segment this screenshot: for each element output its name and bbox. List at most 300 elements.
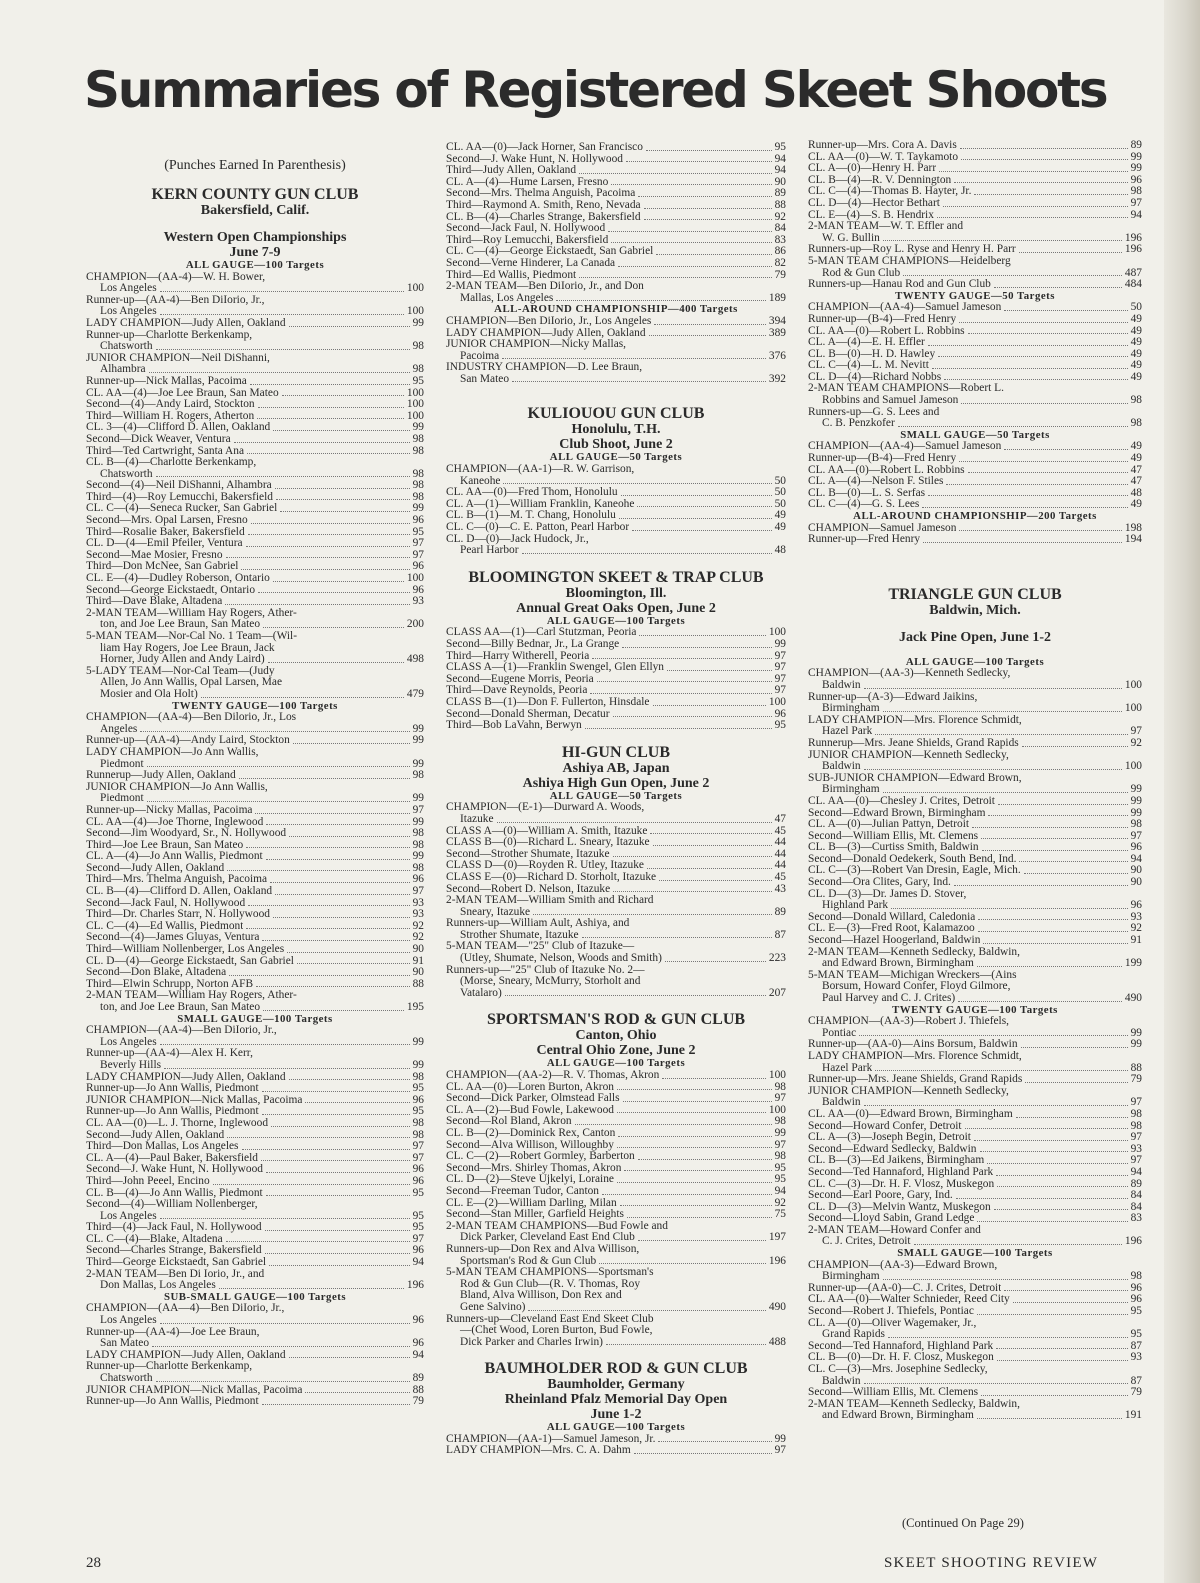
result-row <box>86 515 424 527</box>
result-row <box>446 258 786 270</box>
result-row <box>86 793 424 805</box>
result-score: 99 <box>1130 150 1142 163</box>
dot-leader <box>923 542 1122 543</box>
dot-leader <box>276 499 410 500</box>
spacer <box>446 385 786 405</box>
result-row <box>446 860 786 872</box>
result-score: 99 <box>1130 783 1142 796</box>
result-name: Baldwin <box>822 761 861 773</box>
result-score: 49 <box>1130 359 1142 372</box>
result-line: 2-MAN TEAM—William Hay Rogers, Ather- <box>86 607 297 619</box>
result-name: CL. B—(1)—M. T. Chang, Honolulu <box>446 510 616 522</box>
result-name: Second—Ted Hannaford, Highland Park <box>808 1166 994 1178</box>
dot-leader <box>977 966 1122 967</box>
dot-leader <box>922 507 1127 508</box>
dot-leader <box>613 891 771 892</box>
result-row <box>86 538 424 550</box>
result-row <box>446 639 786 651</box>
result-score: 98 <box>412 340 424 353</box>
dot-leader <box>618 1136 771 1137</box>
result-score: 93 <box>1130 1351 1142 1364</box>
club-location: Ashiya AB, Japan <box>562 760 670 776</box>
result-score: 96 <box>412 1244 424 1257</box>
dot-leader <box>160 1323 410 1324</box>
result-score: 96 <box>1130 841 1142 854</box>
page-number: 28 <box>86 1555 101 1571</box>
result-row <box>446 697 786 709</box>
dot-leader <box>875 1070 1127 1071</box>
result-score: 95 <box>412 1209 424 1222</box>
dot-leader <box>582 937 772 938</box>
result-row <box>808 831 1142 843</box>
dot-leader <box>242 1149 410 1150</box>
result-name: Second—J. Wake Hunt, N. Hollywood <box>446 153 623 165</box>
dot-leader <box>634 1453 772 1454</box>
result-row <box>808 1190 1142 1202</box>
dot-leader <box>1004 1290 1127 1291</box>
result-row <box>446 849 786 861</box>
result-score: 97 <box>1130 725 1142 738</box>
result-row <box>86 874 424 886</box>
result-name: Second—Donald Sherman, Decatur <box>446 708 610 720</box>
result-row <box>446 212 786 224</box>
result-name: CL. E—(4)—S. B. Hendrix <box>808 209 934 221</box>
result-row <box>446 154 786 166</box>
dot-leader <box>977 1221 1127 1222</box>
result-row <box>808 163 1142 175</box>
dot-leader <box>644 208 772 209</box>
result-score: 83 <box>774 233 786 246</box>
result-name: Second—Donald Oedekerk, South Bend, Ind. <box>808 853 1017 865</box>
result-row <box>86 724 424 736</box>
dot-leader <box>656 254 771 255</box>
result-row <box>446 1198 786 1210</box>
dot-leader <box>305 1102 409 1103</box>
result-score: 47 <box>1130 463 1142 476</box>
dot-leader <box>271 1126 410 1127</box>
result-line: LADY CHAMPION—Mrs. Florence Schmidt, <box>808 714 1022 726</box>
result-score: 99 <box>1130 794 1142 807</box>
event-title: Rheinland Pfalz Memorial Day Open <box>504 1392 728 1408</box>
dot-leader <box>864 1383 1128 1384</box>
result-row <box>86 689 424 701</box>
result-score: 191 <box>1124 1409 1142 1422</box>
result-line: CHAMPION—(AA-4)—Ben Dilorio, Jr., Los <box>86 712 297 724</box>
result-name: LADY CHAMPION—Judy Allen, Oakland <box>446 327 646 339</box>
spacer <box>446 999 786 1011</box>
result-name: Runner-up—(AA-0)—Ains Borsum, Baldwin <box>808 1039 1018 1051</box>
dot-leader <box>289 836 410 837</box>
dot-leader <box>996 1348 1127 1349</box>
dot-leader <box>147 801 410 802</box>
result-name: CL. AA—(0)—Loren Burton, Akron <box>446 1081 614 1093</box>
result-name: CL. AA—(0)—Fred Thom, Honolulu <box>446 487 618 499</box>
result-row <box>808 1109 1142 1121</box>
result-score: 88 <box>412 977 424 990</box>
result-row <box>86 1002 424 1014</box>
result-name: CHAMPION—(AA-4)—Samuel Jameson <box>808 441 1002 453</box>
dot-leader <box>891 908 1127 909</box>
result-score: 196 <box>1124 1235 1142 1248</box>
dot-leader <box>644 219 772 220</box>
gauge-heading: ALL GAUGE—50 Targets <box>549 789 683 802</box>
result-score: 90 <box>1130 876 1142 889</box>
gauge-heading: SMALL GAUGE—100 Targets <box>897 1247 1053 1260</box>
result-score: 100 <box>406 398 424 411</box>
dot-leader <box>241 569 409 570</box>
result-name: Los Angeles <box>100 1210 157 1222</box>
dot-leader <box>262 940 409 941</box>
result-score: 100 <box>406 282 424 295</box>
result-score: 92 <box>412 919 424 932</box>
result-name: Third—Dr. Charles Starr, N. Hollywood <box>86 909 270 921</box>
dot-leader <box>626 161 772 162</box>
result-row <box>808 1387 1142 1399</box>
club-location: Canton, Ohio <box>575 1028 657 1044</box>
dot-leader <box>268 662 404 663</box>
dot-leader <box>959 322 1127 323</box>
result-row <box>446 837 786 849</box>
result-name: CL. C—(4)—G. S. Lees <box>808 499 920 511</box>
dot-leader <box>667 670 772 671</box>
dot-leader <box>293 743 410 744</box>
result-row <box>808 1410 1142 1422</box>
result-score: 195 <box>406 1001 424 1013</box>
result-score: 100 <box>768 1069 786 1082</box>
result-name: Baldwin <box>822 679 861 691</box>
result-row <box>446 1128 786 1140</box>
result-score: 97 <box>1130 196 1142 209</box>
result-row <box>808 152 1142 164</box>
result-row <box>86 1106 424 1118</box>
result-score: 479 <box>406 687 424 700</box>
result-score: 93 <box>1130 1142 1142 1155</box>
result-name: Los Angeles <box>100 1036 157 1048</box>
result-line: CHAMPION—(AA-3)—Edward Brown, <box>808 1259 998 1271</box>
dot-leader <box>994 1209 1128 1210</box>
magazine-name: SKEET SHOOTING REVIEW <box>884 1555 1099 1571</box>
result-row <box>86 909 424 921</box>
result-name: CL. D—(4—Emil Pfeiler, Ventura <box>86 538 243 550</box>
result-name: Gene Salvino) <box>460 1301 526 1313</box>
result-row <box>808 1063 1142 1075</box>
result-row <box>446 1445 786 1457</box>
result-row <box>808 372 1142 384</box>
result-row <box>808 703 1142 715</box>
result-name: C. J. Crites, Detroit <box>822 1236 911 1248</box>
result-score: 94 <box>774 164 786 177</box>
result-row <box>446 200 786 212</box>
dot-leader <box>938 356 1127 357</box>
dot-leader <box>602 1194 772 1195</box>
result-name: Birmingham <box>822 703 880 715</box>
result-row <box>446 1070 786 1082</box>
dot-leader <box>974 194 1127 195</box>
result-score: 98 <box>774 1080 786 1093</box>
result-score: 196 <box>406 1279 424 1292</box>
dot-leader <box>225 604 409 605</box>
result-row <box>808 233 1142 245</box>
result-line: liam Hay Rogers, Joe Lee Braun, Jack <box>100 642 275 654</box>
result-name: San Mateo <box>100 1338 150 1350</box>
result-row <box>86 283 424 295</box>
gauge-heading: ALL GAUGE—50 Targets <box>549 451 683 464</box>
result-name: LADY CHAMPION—Mrs. C. A. Dahm <box>446 1445 631 1457</box>
result-score: 94 <box>774 152 786 165</box>
dot-leader <box>160 1218 410 1219</box>
result-row <box>808 1376 1142 1388</box>
result-name: Runner-up—(AA-4)—Andy Laird, Stockton <box>86 735 290 747</box>
result-score: 98 <box>412 861 424 874</box>
result-name: CL. A—(4)—Hume Larsen, Fresno <box>446 176 609 188</box>
result-name: Runner-up—(AA-0)—C. J. Crites, Detroit <box>808 1282 1002 1294</box>
result-line: Runner-up—(AA-4)—Ben DiIorio, Jr., <box>86 294 265 306</box>
result-score: 79 <box>1130 1386 1142 1399</box>
result-name: Second—Mrs. Opal Larsen, Fresno <box>86 515 248 527</box>
result-name: ton, and Joe Lee Braun, San Mateo <box>100 619 261 631</box>
result-row <box>86 619 424 631</box>
result-score: 490 <box>1124 992 1142 1004</box>
result-name: Chatsworth <box>100 468 153 480</box>
result-score: 487 <box>1124 266 1142 279</box>
result-score: 98 <box>774 1150 786 1163</box>
dot-leader <box>239 778 410 779</box>
result-row <box>808 349 1142 361</box>
result-row <box>86 388 424 400</box>
result-name: Runner-up—(B-4)—Fred Henry <box>808 313 957 325</box>
result-row <box>86 759 424 771</box>
club-name: BLOOMINGTON SKEET & TRAP CLUB <box>468 568 764 586</box>
result-row <box>808 1306 1142 1318</box>
dot-leader <box>247 453 410 454</box>
result-score: 43 <box>774 882 786 895</box>
dot-leader <box>606 1344 766 1345</box>
result-score: 98 <box>412 490 424 503</box>
dot-leader <box>983 943 1127 944</box>
dot-leader <box>611 184 771 185</box>
result-line: —(Chet Wood, Loren Burton, Bud Fowle, <box>460 1325 653 1337</box>
result-score: 50 <box>774 497 786 510</box>
result-score: 200 <box>406 618 424 631</box>
result-name: CL. C—(4)—George Eickstaedt, San Gabriel <box>446 246 654 258</box>
result-row <box>446 1174 786 1186</box>
result-line: CHAMPION—(AA-4)—W. H. Bower, <box>86 271 266 283</box>
club-location: Bakersfield, Calif. <box>200 203 310 218</box>
dot-leader <box>250 384 410 385</box>
result-score: 99 <box>412 815 424 828</box>
event-title: Annual Great Oaks Open, June 2 <box>516 600 716 616</box>
result-name: Itazuke <box>460 813 494 825</box>
dot-leader <box>864 688 1122 689</box>
result-name: Third—Mrs. Thelma Anguish, Pacoima <box>86 874 268 886</box>
result-row <box>86 863 424 875</box>
dot-leader <box>883 240 1122 241</box>
result-score: 92 <box>412 931 424 944</box>
result-score: 100 <box>768 626 786 639</box>
result-row <box>86 341 424 353</box>
result-row <box>808 186 1142 198</box>
result-score: 99 <box>412 792 424 805</box>
result-name: Second—Billy Bednar, Jr., La Grange <box>446 639 620 650</box>
gauge-heading: SUB-SMALL GAUGE—100 Targets <box>163 1290 347 1303</box>
result-name: Third—Ted Cartwright, Santa Ana <box>86 445 245 457</box>
result-score: 100 <box>1124 702 1142 715</box>
result-row <box>86 735 424 747</box>
dot-leader <box>883 1279 1128 1280</box>
result-name: CLASS B—(0)—Richard L. Sneary, Itazuke <box>446 837 650 849</box>
dot-leader <box>305 1392 409 1393</box>
result-name: CL. B—(0)—H. D. Hawley <box>808 348 936 360</box>
result-line: CHAMPION—(AA-4)—Ben DiIorio, Jr., <box>86 1025 277 1037</box>
spacer <box>808 645 1142 657</box>
result-name: Highland Park <box>822 900 889 912</box>
result-name: Runner-up—Jo Ann Wallis, Piedmont <box>86 1396 259 1408</box>
dot-leader <box>972 827 1128 828</box>
result-name: CL. B—(0)—L. S. Serfas <box>808 487 926 499</box>
result-name: Runner-up—Nicky Mallas, Pacoima <box>86 804 253 816</box>
result-row <box>808 268 1142 280</box>
result-row <box>446 1116 786 1128</box>
dot-leader <box>270 882 410 883</box>
dot-leader <box>888 1337 1128 1338</box>
result-line: Runner-up—(AA-4)—Alex H. Kerr, <box>86 1048 253 1060</box>
dot-leader <box>883 792 1128 793</box>
result-row <box>808 784 1142 796</box>
dot-leader <box>943 206 1128 207</box>
result-score: 100 <box>406 572 424 585</box>
dot-leader <box>246 847 409 848</box>
dot-leader <box>608 231 771 232</box>
result-name: CL. A—(0)—Henry H. Parr <box>808 163 937 175</box>
spacer <box>808 618 1142 630</box>
result-row <box>446 522 786 534</box>
result-row <box>446 1209 786 1221</box>
result-line: Runner-up—(AA-4)—Joe Lee Braun, <box>86 1326 260 1338</box>
gauge-heading: TWENTY GAUGE—100 Targets <box>892 1003 1058 1016</box>
result-row <box>86 596 424 608</box>
result-name: CL. AA—(0)—Jack Horner, San Francisco <box>446 142 643 153</box>
result-score: 97 <box>774 672 786 685</box>
result-name: CL. C—(4)—Seneca Rucker, San Gabriel <box>86 503 278 515</box>
dot-leader <box>502 358 766 359</box>
result-row <box>808 1329 1142 1341</box>
dot-leader <box>522 553 772 554</box>
result-score: 94 <box>412 1256 424 1269</box>
result-score: 99 <box>412 850 424 863</box>
result-line: CL. C—(3)—Mrs. Josephine Sedlecky, <box>808 1364 988 1375</box>
result-line: 2-MAN TEAM—Kenneth Sedlecky, Baldwin, <box>808 946 1020 958</box>
dot-leader <box>944 379 1127 380</box>
result-line: JUNIOR CHAMPION—Neil DiShanni, <box>86 352 270 364</box>
result-row <box>808 453 1142 465</box>
dot-leader <box>147 766 410 767</box>
result-row <box>86 770 424 782</box>
result-line: CHAMPION—(AA-3)—Robert J. Thiefels, <box>808 1016 1010 1028</box>
result-score: 98 <box>412 838 424 851</box>
result-score: 99 <box>412 316 424 329</box>
result-score: 92 <box>1130 736 1142 749</box>
result-name: CL. C—(3)—Dr. H. F. Vlosz, Muskegon <box>808 1178 995 1190</box>
result-name: Birmingham <box>822 784 880 796</box>
result-name: Second—Judy Allen, Oakland <box>86 1129 225 1141</box>
dot-leader <box>939 171 1127 172</box>
result-row <box>86 434 424 446</box>
result-score: 194 <box>1124 533 1142 546</box>
result-row <box>446 627 786 639</box>
result-row <box>808 1341 1142 1353</box>
result-score: 376 <box>768 349 786 362</box>
result-score: 97 <box>774 1092 786 1105</box>
result-name: Second—Hazel Hoogerland, Baldwin <box>808 935 981 947</box>
result-name: Paul Harvey and C. J. Crites) <box>822 993 956 1004</box>
result-name: Runners-up—Hanau Rod and Gun Club <box>808 279 991 291</box>
dot-leader <box>859 1035 1127 1036</box>
result-row <box>446 1434 786 1446</box>
dot-leader <box>937 217 1128 218</box>
result-row <box>446 662 786 674</box>
result-row <box>808 314 1142 326</box>
result-score: 100 <box>406 386 424 399</box>
result-line: JUNIOR CHAMPION—Kenneth Sedlecky, <box>808 1085 1009 1097</box>
result-name: Second—(4)—Andy Laird, Stockton <box>86 399 255 411</box>
result-row <box>446 720 786 732</box>
result-name: CLASS E—(0)—Richard D. Storholt, Itazuke <box>446 871 657 883</box>
result-row <box>446 499 786 511</box>
result-row <box>808 1028 1142 1040</box>
result-name: Second—William Ellis, Mt. Clemens <box>808 1387 979 1399</box>
result-name: Second—Strother Shumate, Itazuke <box>446 848 610 860</box>
result-row <box>446 1186 786 1198</box>
result-score: 50 <box>1130 301 1142 314</box>
dot-leader <box>592 658 771 659</box>
dot-leader <box>280 511 409 512</box>
result-name: Third—Elwin Schrupp, Norton AFB <box>86 978 254 990</box>
result-row <box>86 1060 424 1072</box>
result-score: 88 <box>1130 1061 1142 1074</box>
result-name: CL. AA—(0)—W. T. Taykamoto <box>808 151 959 163</box>
result-row <box>86 480 424 492</box>
result-row <box>446 1256 786 1268</box>
dot-leader <box>974 1140 1128 1141</box>
result-name: CL. C—(4)—L. M. Nevitt <box>808 360 929 372</box>
spacer <box>808 566 1142 586</box>
result-line: 2-MAN TEAM—William Hay Rogers, Ather- <box>86 990 297 1002</box>
result-name: CL. AA—(0)—Chesley J. Crites, Detroit <box>808 795 995 807</box>
result-score: 90 <box>412 943 424 956</box>
result-score: 93 <box>412 595 424 608</box>
result-row <box>86 503 424 515</box>
result-score: 98 <box>1130 818 1142 831</box>
result-name: Los Angeles <box>100 283 157 295</box>
result-row <box>808 726 1142 738</box>
result-name: LADY CHAMPION—Judy Allen, Oakland <box>86 1349 286 1361</box>
result-score: 99 <box>412 502 424 515</box>
result-score: 98 <box>412 1116 424 1129</box>
result-score: 99 <box>412 757 424 770</box>
result-name: CLASS AA—(1)—Carl Stutzman, Peoria <box>446 627 637 639</box>
result-name: LADY CHAMPION—Judy Allen, Oakland <box>86 1071 286 1083</box>
club-name: TRIANGLE GUN CLUB <box>888 585 1062 603</box>
result-line: 2-MAN TEAM—Ben Di Iorio, Jr., and <box>86 1268 265 1280</box>
result-row <box>446 709 786 721</box>
result-row <box>446 1337 786 1349</box>
club-location: Bloomington, Ill. <box>565 585 667 601</box>
result-score: 98 <box>774 1115 786 1128</box>
result-row <box>808 1155 1142 1167</box>
gauge-heading: ALL-AROUND CHAMPIONSHIP—200 Targets <box>853 510 1097 522</box>
result-row <box>446 651 786 663</box>
result-row <box>446 1082 786 1094</box>
